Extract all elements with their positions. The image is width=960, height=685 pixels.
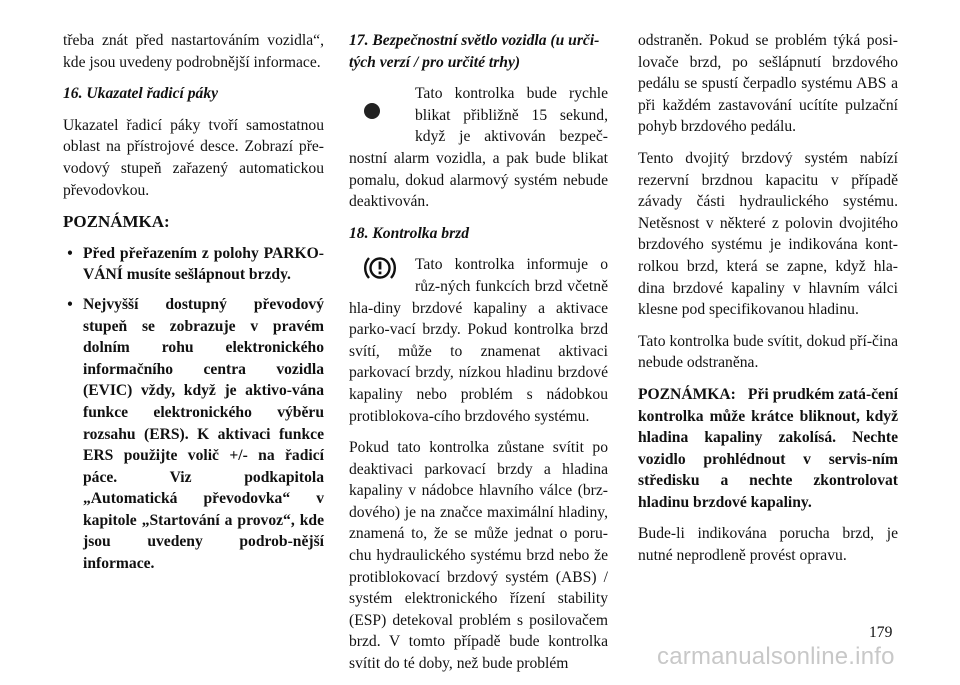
intro-text: třeba znát před nastartováním vozidla“, kde jsou uvedeny podrobnější informace. <box>63 32 324 71</box>
section-18-title: 18. Kontrolka brzd <box>349 224 470 242</box>
bullet-mark: • <box>67 295 73 313</box>
brake-warning-icon-box <box>349 254 415 294</box>
column-left <box>63 30 324 583</box>
bullet-text: Před přeřazením z polohy PARKO-VÁNÍ musíte sešlápnout brzdy. <box>83 244 324 284</box>
column-right <box>638 30 898 577</box>
light-stays-on-text: Tato kontrolka bude svítit, dokud pří-čina nebude odstraněna. <box>638 332 898 372</box>
page-number: 179 <box>869 624 893 641</box>
bullet-mark: • <box>67 244 73 262</box>
watermark: carmanualsonline.info <box>657 643 895 670</box>
section-18-body-2: Pokud tato kontrolka zůstane svítit po deaktivaci parkovací brzdy a hladina kapaliny v nádobce hlavního válce (brz-dového) je na značce maximální hladiny, znamená to, že se může jednat o poru-chu hydraulického systému brzd nebo že protiblokovací brzdový systém (ABS) / systém elektronického řízení stability (ESP) detekoval problém s posilovačem brzd. V tomto případě bude kontrolka svítit do té doby, než bude problém <box>349 439 608 673</box>
brake-warning-icon <box>363 254 397 282</box>
section-17-body: Tato kontrolka bude rychle blikat přibližně 15 sekund, když je aktivován bezpeč-nostní alarm vozidla, a pak bude blikat pomalu, dokud alarmový systém nebude deaktivován. <box>349 85 608 211</box>
section-16-title: 16. Ukazatel řadicí páky <box>63 85 219 103</box>
bullet-text: Nejvyšší dostupný převodový stupeň se zobrazuje v pravém dolním rohu elektronického informačního centra vozidla (EVIC) vždy, když je aktivo-vána funkce elektronického výběru rozsahu (ERS). K aktivaci funkce ERS použijte volič +/- na řadicí páce. Viz podkapitola „Automatická převodovka“ v kapitole „Startování a provoz“, kde jsou uvedeny podrob-nější informace. <box>83 295 324 573</box>
column-middle <box>349 30 608 685</box>
list-item <box>63 243 324 286</box>
security-light-icon-box <box>349 83 415 145</box>
list-item <box>63 294 324 575</box>
security-light-icon <box>364 103 380 119</box>
note-text: Při prudkém zatá-čení kontrolka může krátce bliknout, když hladina kapaliny zakolísá. Nechte vozidlo prohlédnout v servis-ním středisku a nechte zkontrolovat hladinu brzdové kapaliny. <box>638 385 898 511</box>
note-label: POZNÁMKA: <box>638 385 736 403</box>
section-17-title: 17. Bezpečnostní světlo vozidla (u urči-tých verzí / pro určité trhy) <box>349 32 600 71</box>
cornering-note <box>638 384 898 514</box>
note-label: POZNÁMKA: <box>63 212 170 232</box>
section-18-body: Tato kontrolka informuje o růz-ných funkcích brzd včetně hla-diny brzdové kapaliny a aktivace parko-vací brzdy. Pokud kontrolka brzd svítí, může to znamenat aktivaci parkovací brzdy, nízkou hladinu brzdové kapaliny nebo problém s nádobkou protiblokova-cího brzdového systému. <box>349 256 608 425</box>
dual-brake-text: Tento dvojitý brzdový systém nabízí rezervní brzdnou kapacitu v případě závady části hydraulického systému. Netěsnost v některé z polovin dvojitého brzdového systému je indikována kont-rolkou brzd, která se zapne, když hla-dina brzdové kapaliny v hlavním válci klesne pod specifikovanou hladinu. <box>638 149 898 319</box>
repair-text: Bude-li indikována porucha brzd, je nutné neprodleně provést opravu. <box>638 525 898 565</box>
note-bullet-list <box>63 243 324 575</box>
brake-assist-text: odstraněn. Pokud se problém týká posi-lovače brzd, po sešlápnutí brzdového pedálu se spustí čerpadlo systému ABS a při každém zastavování ucítíte pulzační pohyb brzdového pedálu. <box>638 32 898 136</box>
section-16-body: Ukazatel řadicí páky tvoří samostatnou oblast na přístrojové desce. Zobrazí pře-vodový stupeň zařazený automatickou převodovkou. <box>63 116 324 199</box>
